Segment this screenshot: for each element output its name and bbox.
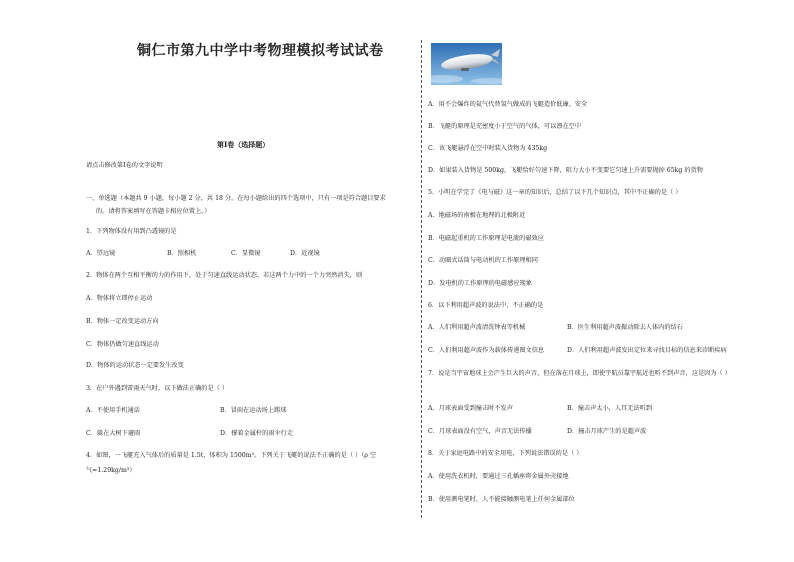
q3-option-b: B．冒雨在运动场上踢球 bbox=[220, 407, 287, 414]
q3-option-a: A．不使用手机通话 bbox=[86, 407, 140, 414]
column-divider bbox=[421, 40, 422, 518]
q6-option-b: B．医生利用超声波振动除去人体内的结石 bbox=[567, 324, 683, 331]
q5-option-a: A．地磁场的南极在地理的北极附近 bbox=[428, 212, 526, 219]
q3-stem: 3．在户外遇到雷雨天气时，以下做法正确的是（ ） bbox=[86, 385, 229, 392]
q1-stem: 1．下列物体没有用到凸透镜的是 bbox=[86, 228, 177, 235]
q4-option-b: B．飞艇的原理是充密度小于空气的气体，可以漂在空中 bbox=[428, 123, 582, 130]
q4-option-d: D．如果装入货物是 500kg，飞艇恰好匀速下降，阻力大小不变要它匀速上升需要抛掉 65kg 的货物 bbox=[428, 167, 703, 174]
section1-heading: 一、单选题（本题共 9 小题，每小题 2 分，共 18 分。在每小题给出的四个选项中，只有一项是符合题目要求 bbox=[86, 195, 386, 202]
exam-title: 铜仁市第九中学中考物理模拟考试试卷 bbox=[137, 43, 384, 59]
instruction-text: 请点击修改第Ⅰ卷的文字说明 bbox=[86, 162, 163, 169]
q4-stem: 4．如图，一飞艇充入气体后的质量是 1.5t，体积为 1500m³。下列关于飞艇的说法不正确的是（ ）（ρ 空 bbox=[86, 452, 377, 459]
q5-option-c: C．动圈式话筒与电动机的工作原理相同 bbox=[428, 257, 538, 264]
q6-option-d: D．人们利用超声波发出定位来寻找目标的信息来诊断疾病 bbox=[567, 347, 727, 354]
q4-option-c: C．该飞艇悬浮在空中时装入货物为 435kg bbox=[428, 145, 548, 152]
section-title: 第Ⅰ卷（选择题） bbox=[217, 140, 270, 149]
q6-option-c: C．人们利用超声波作为载体传递图文信息 bbox=[428, 347, 545, 354]
q5-stem: 5．小明在学完了《电与磁》这一章的知识后，总结了以下几个知识点，其中不正确的是（ ） bbox=[428, 189, 682, 196]
q1-option-a: A．望远镜 bbox=[86, 250, 116, 257]
q2-option-b: B．物体一定改变运动方向 bbox=[86, 318, 159, 325]
section1-heading-cont: 的。请将答案填写在答题卡相应位置上。） bbox=[96, 208, 211, 215]
q5-option-b: B．电磁起重机的工作原理是电流的磁效应 bbox=[428, 235, 544, 242]
q7-option-c: C．月球表面没有空气，声音无法传播 bbox=[428, 428, 532, 435]
q4-stem-cont: 气=1.29kg/m³） bbox=[86, 467, 136, 474]
q7-option-a: A．月球表面受到撞击时不发声 bbox=[428, 405, 513, 412]
q2-option-a: A．物体将立即停止运动 bbox=[86, 295, 153, 302]
q3-option-d: D．撑着金属杆的雨伞行走 bbox=[220, 430, 294, 437]
q7-option-d: D．撞击月球产生的是超声波 bbox=[567, 428, 647, 435]
q1-option-c: C．显微镜 bbox=[231, 250, 261, 257]
q5-option-d: D．发电机的工作原理的电磁感应现象 bbox=[428, 280, 532, 287]
q2-option-d: D．物体的运动状态一定要发生改变 bbox=[86, 362, 184, 369]
q4-option-a: A．用不会爆炸的氦气代替氢气做成的飞艇造价低廉、安全 bbox=[428, 101, 588, 108]
q3-option-c: C．躲在大树下避雨 bbox=[86, 430, 141, 437]
q8-option-b: B．使用测电笔时，人不能接触测电笔上任何金属部位 bbox=[428, 496, 575, 503]
q7-option-b: B．撞击声太小，人耳无法听到 bbox=[567, 405, 652, 412]
q8-option-a: A．使用洗衣机时，要通过三孔插座将金属外壳接地 bbox=[428, 473, 569, 480]
q1-option-d: D．近视镜 bbox=[290, 250, 320, 257]
q2-option-c: C．物体仍做匀速直线运动 bbox=[86, 341, 159, 348]
q2-stem: 2．物体在两个互相平衡的力的作用下，处于匀速直线运动状态，若这两个力中的一个力突然消失，则 bbox=[86, 272, 363, 279]
q8-stem: 8．关于家庭电路中的安全用电，下列说法错误的是（ ） bbox=[428, 450, 583, 457]
q6-stem: 6．以下利用超声波的说法中，不正确的是 bbox=[428, 302, 544, 309]
q1-option-b: B．照相机 bbox=[167, 250, 197, 257]
q6-option-a: A．人们利用超声波清洗钟表等机械 bbox=[428, 324, 526, 331]
blimp-figure bbox=[431, 43, 502, 85]
q7-stem: 7．说是当宇宙地球上会产生巨大的声音，但在落在月球上，即使宇航员靠宇航近也听不到声音，这是因为（ ） bbox=[428, 370, 731, 377]
